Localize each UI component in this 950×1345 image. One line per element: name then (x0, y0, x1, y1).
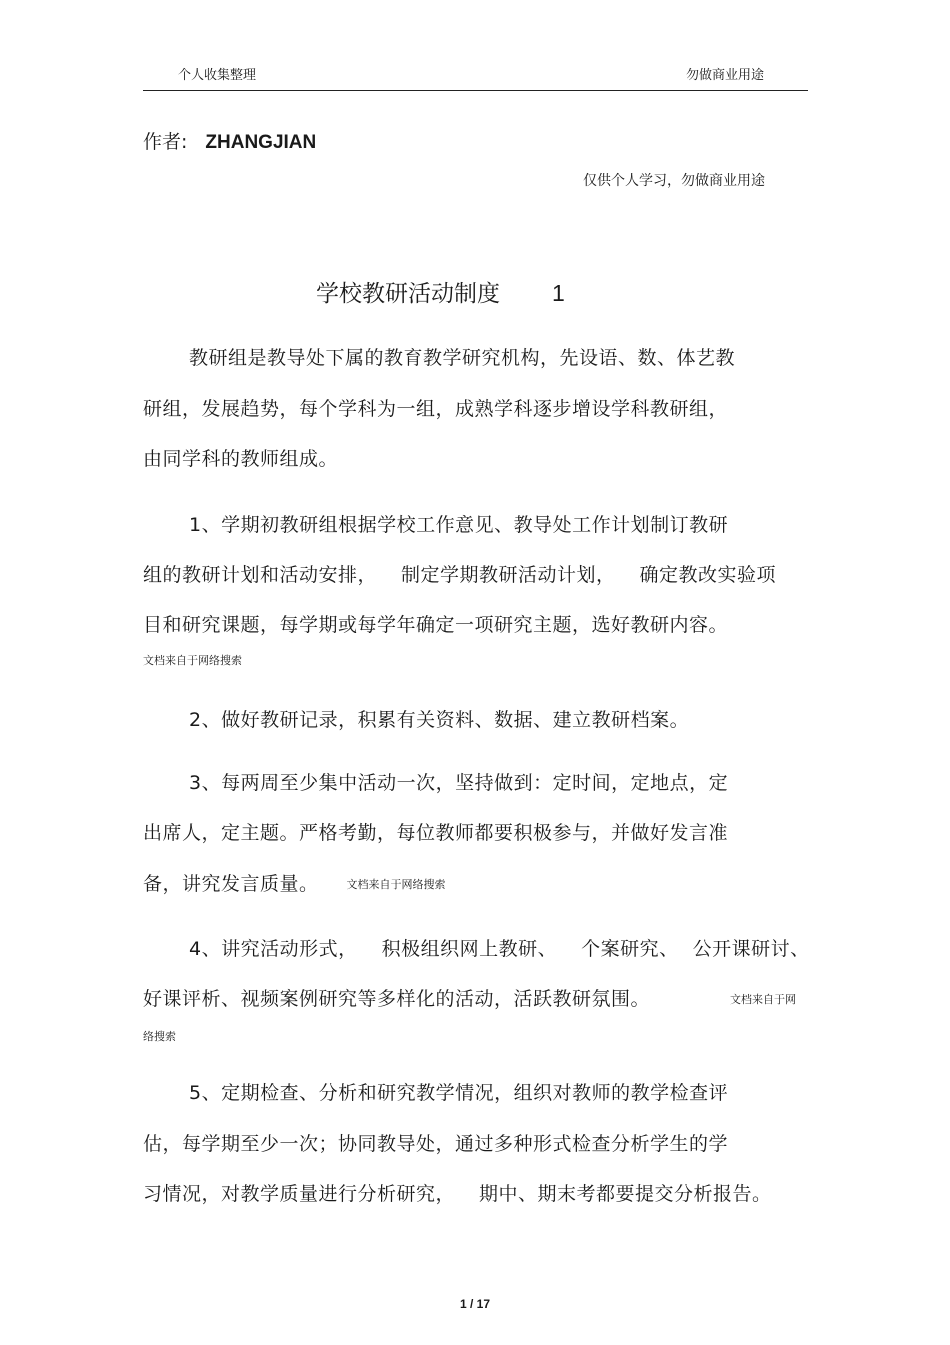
item1-line-2 (143, 563, 776, 587)
item5-line-2: 估，每学期至少一次；协同教导处，通过多种形式检查分析学生的学 (143, 1133, 729, 1155)
item1-line-2c: 确定教改实验项 (639, 564, 777, 586)
author-name: ZHANGJIAN (205, 132, 317, 153)
header-left-text: 个人收集整理 (178, 68, 257, 83)
header-divider (143, 90, 808, 91)
item4-line-1b: 积极组织网上教研、 (381, 938, 558, 960)
item5-line-3b: 期中、期末考都要提交分析报告。 (479, 1183, 772, 1205)
disclaimer-text: 仅供个人学习，勿做商业用途 (583, 173, 765, 189)
item5-line-3a: 习情况，对教学质量进行分析研究， (143, 1183, 456, 1205)
intro-line-2: 研组，发展趋势，每个学科为一组，成熟学科逐步增设学科教研组， (143, 398, 729, 420)
item4-line-2: 好课评析、视频案例研究等多样化的活动，活跃教研氛围。 (143, 988, 651, 1010)
item3-source-note: 文档来自于网络搜索 (346, 878, 446, 891)
document-title (316, 278, 565, 309)
item1-line-2b: 制定学期教研活动计划， (401, 564, 616, 586)
item1-line-2a: 组的教研计划和活动安排， (143, 564, 378, 586)
author-line (143, 130, 316, 155)
author-label: 作者: (143, 131, 188, 153)
item3-line-3 (143, 872, 446, 897)
item4-line-1c: 个案研究、 (581, 938, 679, 960)
item4-source-note-part2: 络搜索 (143, 1030, 176, 1043)
item1-line-3: 目和研究课题，每学期或每学年确定一项研究主题，选好教研内容。 (143, 614, 729, 636)
item3-line-1: 3、每两周至少集中活动一次，坚持做到：定时间，定地点，定 (189, 772, 729, 794)
item5-line-3 (143, 1182, 772, 1206)
item1-line-1: 1、学期初教研组根据学校工作意见、教导处工作计划制订教研 (189, 514, 729, 536)
intro-line-1: 教研组是教导处下属的教育教学研究机构，先设语、数、体艺教 (189, 347, 736, 369)
header-right-text: 勿做商业用途 (685, 68, 764, 83)
title-number: 1 (552, 280, 565, 306)
intro-line-3: 由同学科的教师组成。 (143, 448, 339, 470)
item3-line-2: 出席人，定主题。严格考勤，每位教师都要积极参与，并做好发言准 (143, 822, 729, 844)
item5-line-1: 5、定期检查、分析和研究教学情况，组织对教师的教学检查评 (189, 1082, 729, 1104)
item3-line-3-text: 备，讲究发言质量。 (143, 873, 319, 895)
item4-line-1a: 4、讲究活动形式， (189, 938, 358, 960)
page-number: 1 / 17 (459, 1297, 491, 1311)
item4-line-1 (189, 937, 810, 961)
title-text: 学校教研活动制度 (316, 281, 500, 307)
item2-line-1: 2、做好教研记录，积累有关资料、数据、建立教研档案。 (189, 709, 690, 731)
item4-line-1d: 公开课研讨、 (692, 938, 810, 960)
item1-source-note: 文档来自于网络搜索 (143, 654, 242, 667)
item4-source-note-part1: 文档来自于网 (730, 993, 796, 1006)
